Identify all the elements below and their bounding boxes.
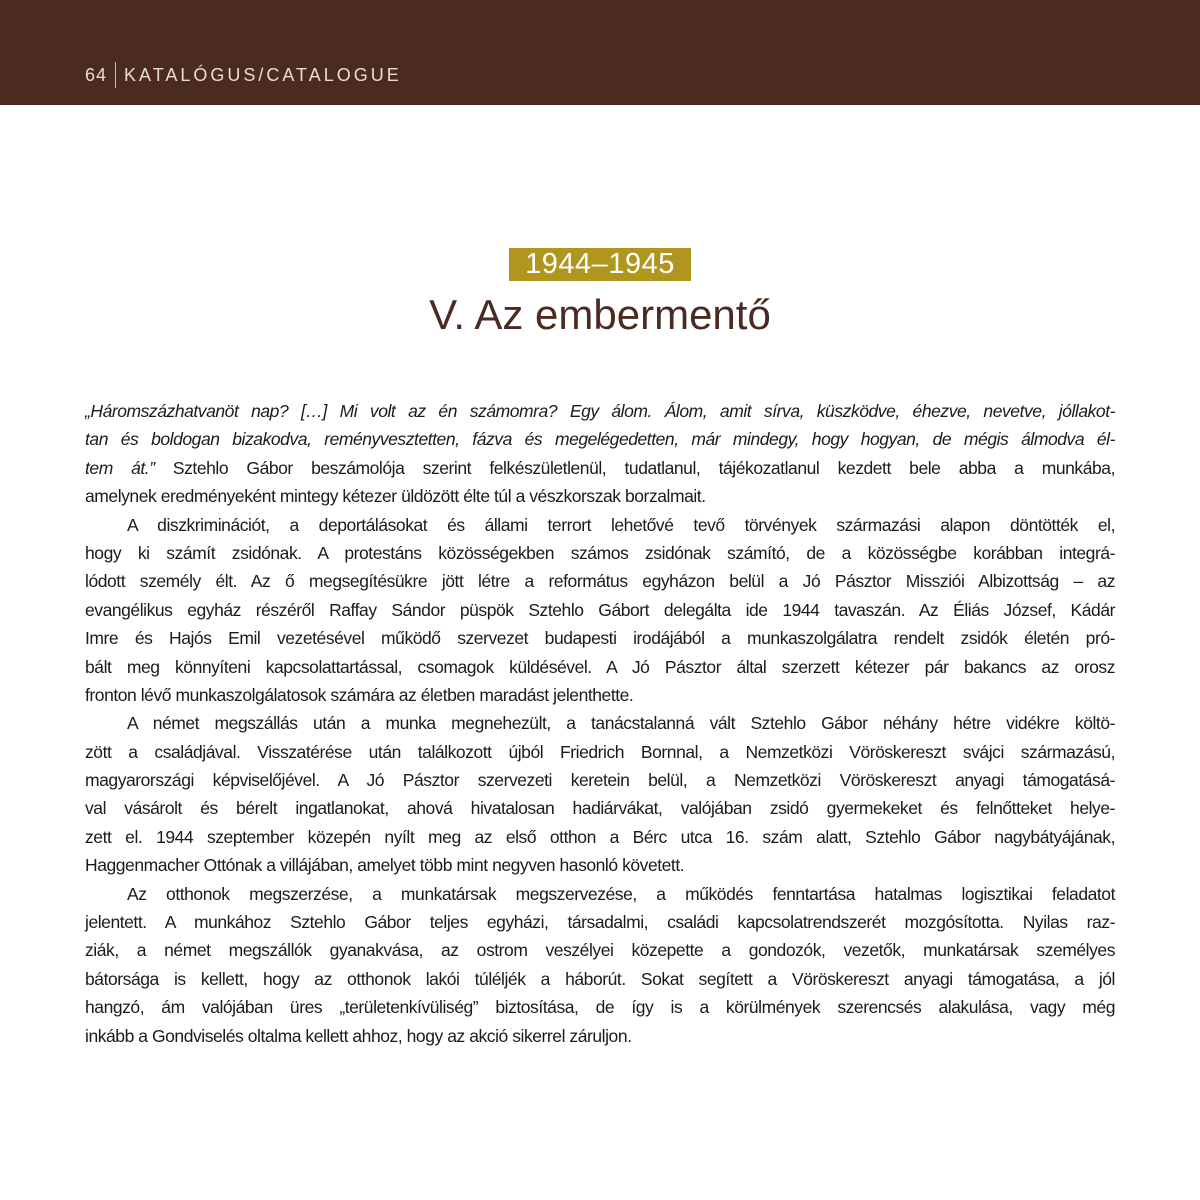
text-line: [85, 880, 1115, 908]
text-line: [85, 454, 1115, 482]
quote-text: tem át.”: [85, 457, 173, 478]
body-text-segment: amelynek eredményeként mintegy kétezer üldözött élte túl a vészkorszak borzalmait.: [85, 486, 706, 507]
body-text-segment: hogy ki számít zsidónak. A protestáns közösségekben számos zsidónak számító, de a közösségbe korábban integrá-: [85, 542, 1115, 563]
text-line: [85, 965, 1115, 993]
text-line: [85, 851, 1115, 879]
body-text-segment: magyarországi képviselőjével. A Jó Pásztor szervezeti keretein belül, a Nemzetközi Vöröskereszt anyagi támogatásá-: [85, 770, 1115, 791]
paragraph: [85, 397, 1115, 511]
text-line: [85, 539, 1115, 567]
body-text-segment: zett el. 1944 szeptember közepén nyílt meg az első otthon a Bérc utca 16. szám alatt, Sztehlo Gábor nagybátyájának,: [85, 826, 1115, 847]
text-line: [85, 425, 1115, 453]
paragraph: [85, 880, 1115, 1050]
body-text-segment: ziák, a német megszállók gyanakvása, az ostrom veszélyei közepette a gondozók, vezetők, munkatársak személyes: [85, 940, 1115, 961]
body-text-segment: Imre és Hajós Emil vezetésével működő szervezet budapesti irodájából a munkaszolgálatra rendelt zsidók életén pró-: [85, 628, 1115, 649]
text-line: [85, 766, 1115, 794]
body-text-segment: Haggenmacher Ottónak a villájában, amelyet több mint negyven hasonló követett.: [85, 855, 685, 876]
text-line: [85, 738, 1115, 766]
section-label: KATALÓGUS/CATALOGUE: [124, 64, 402, 85]
text-line: [85, 908, 1115, 936]
quote-text: „Háromszázhatvanöt nap? […] Mi volt az én számomra? Egy álom. Álom, amit sírva, küszködve, éhezve, nevetve, jóllakot-: [85, 401, 1115, 421]
text-line: [85, 1022, 1115, 1050]
body-text-segment: A német megszállás után a munka megnehezült, a tanácstalanná vált Sztehlo Gábor néhány hétre vidékre költö-: [127, 713, 1115, 734]
text-line: [85, 397, 1115, 425]
body-text-segment: lódott személy élt. Az ő megsegítésükre jött létre a református egyházon belül a Jó Pásztor Missziói Albizottság – az: [85, 571, 1115, 592]
years-badge: 1944–1945: [509, 248, 691, 281]
body-text: [85, 397, 1115, 1050]
text-line: [85, 653, 1115, 681]
running-header-bar: [0, 0, 1200, 105]
body-text-segment: Az otthonok megszerzése, a munkatársak megszervezése, a működés fenntartása hatalmas logisztikai feladatot: [127, 883, 1115, 904]
quote-text: tan és boldogan bizakodva, reményvesztetten, fázva és megelégedetten, már mindegy, hogy hogyan, de mégis álmodva él-: [85, 429, 1115, 450]
text-line: [85, 596, 1115, 624]
text-line: [85, 709, 1115, 737]
paragraph: [85, 709, 1115, 879]
body-text-segment: Sztehlo Gábor beszámolója szerint felkészületlenül, tudatlanul, tájékozatlanul kezdett bele abba a munkába,: [172, 457, 1115, 478]
text-line: [85, 681, 1115, 709]
body-text-segment: zött a családjával. Visszatérése után találkozott újból Friedrich Bornnal, a Nemzetközi Vöröskereszt svájci származású,: [85, 741, 1115, 762]
text-line: [85, 993, 1115, 1021]
text-line: [85, 482, 1115, 510]
body-text-segment: jelentett. A munkához Sztehlo Gábor teljes egyházi, társadalmi, családi kapcsolatrendszerét mozgósította. Nyilas raz-: [85, 912, 1115, 933]
body-text-segment: inkább a Gondviselés oltalma kellett ahhoz, hogy az akció sikerrel záruljon.: [85, 1025, 632, 1046]
text-line: [85, 624, 1115, 652]
header-divider: [115, 62, 116, 88]
body-text-segment: fronton lévő munkaszolgálatosok számára az életben maradást jelenthette.: [85, 684, 634, 705]
body-text-segment: A diszkriminációt, a deportálásokat és állami terrort lehetővé tevő törvények származási alapon döntötték el,: [127, 514, 1115, 535]
body-text-segment: hangzó, ám valójában üres „területenkívüliség” biztosítása, de így is a körülmények szerencsés alakulása, vagy még: [85, 997, 1115, 1018]
body-text-segment: evangélikus egyház részéről Raffay Sándor püspök Sztehlo Gábort delegálta ide 1944 tavaszán. Az Éliás József, Kádár: [85, 599, 1115, 620]
body-text-segment: bátorsága is kellett, hogy az otthonok lakói túléljék a háborút. Sokat segített a Vöröskereszt anyagi támogatása, a jól: [85, 968, 1115, 989]
text-line: [85, 794, 1115, 822]
running-header: [85, 62, 402, 88]
text-line: [85, 567, 1115, 595]
page-number: 64: [85, 64, 108, 85]
body-text-segment: bált meg könnyíteni kapcsolattartással, csomagok küldésével. A Jó Pásztor által szerzett kétezer pár bakancs az orosz: [85, 656, 1115, 677]
paragraph: [85, 511, 1115, 710]
body-text-segment: val vásárolt és bérelt ingatlanokat, ahová hivatalosan hadiárvákat, valójában zsidó gyermekeket és felnőtteket helye-: [85, 798, 1115, 819]
text-line: [85, 823, 1115, 851]
text-line: [85, 511, 1115, 539]
text-line: [85, 936, 1115, 964]
chapter-title: V. Az embermentő: [429, 291, 771, 338]
